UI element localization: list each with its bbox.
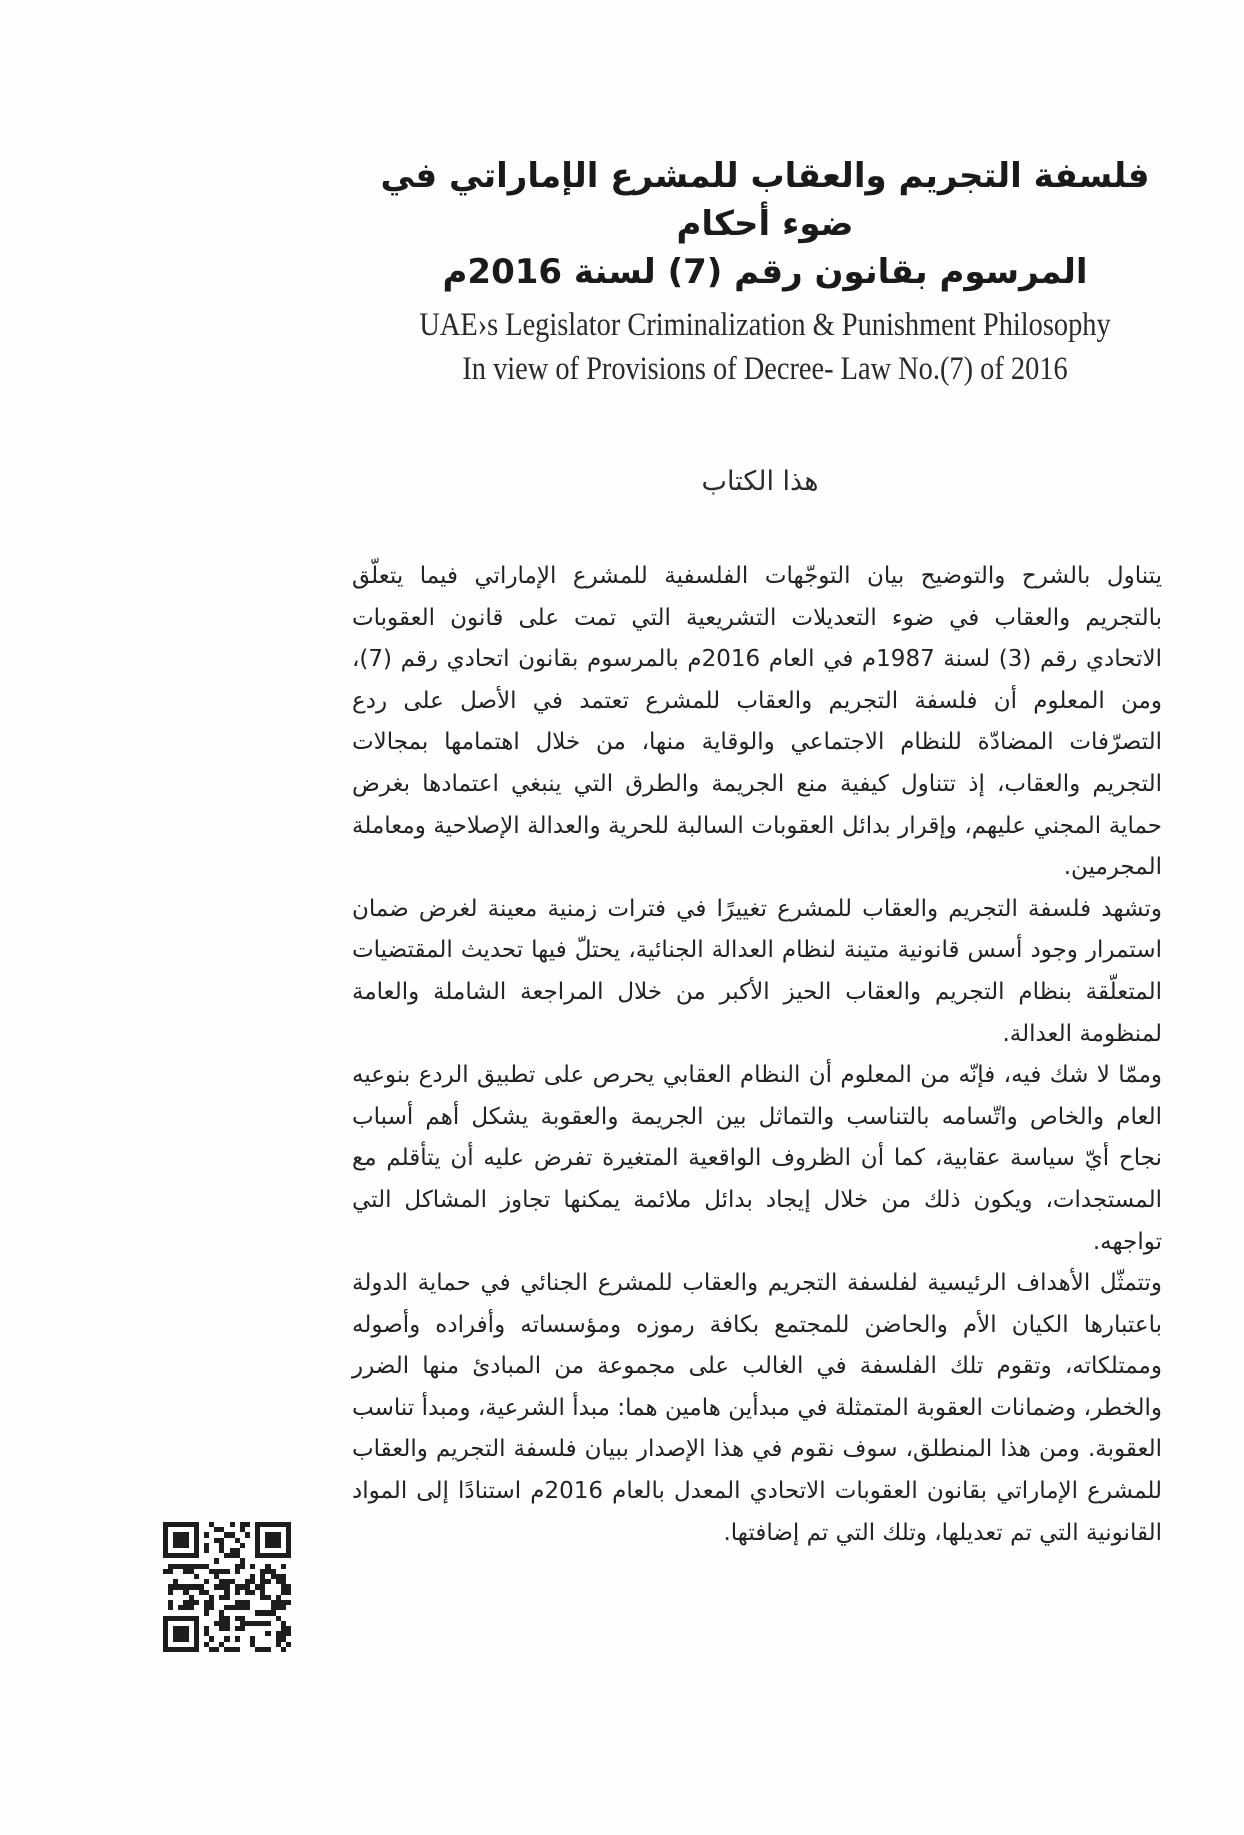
book-description: [352, 556, 1162, 1554]
arabic-title-line-2: المرسوم بقانون رقم (7) لسنة 2016م: [442, 252, 1088, 292]
paragraph-3: وممّا لا شك فيه، فإنّه من المعلوم أن النظام العقابي يحرص على تطبيق الردع بنوعيه العام والخاص واتّسامه بالتناسب والتماثل بين الجريمة والعقوبة يشكل أهم أسباب نجاح أيّ سياسة عقابية، كما أن الظروف الواقعية المتغيرة تفرض عليه أن يتأقلم مع المستجدات، ويكون ذلك من خلال إيجاد بدائل ملائمة يمكنها تجاوز المشاكل التي تواجهه.: [352, 1062, 1162, 1255]
paragraph-1: يتناول بالشرح والتوضيح بيان التوجّهات الفلسفية للمشرع الإماراتي فيما يتعلّق بالتجريم والعقاب في ضوء التعديلات التشريعية التي تمت على قانون العقوبات الاتحادي رقم (3) لسنة 1987م في العام 2016م بالمرسوم بقانون اتحادي رقم (7)، ومن المعلوم أن فلسفة التجريم والعقاب للمشرع تعتمد في الأصل على ردع التصرّفات المضادّة للنظام الاجتماعي والوقاية منها، من خلال اهتمامها بمجالات التجريم والعقاب، إذ تتناول كيفية منع الجريمة والطرق التي ينبغي اعتمادها بغرض حماية المجني عليهم، وإقرار بدائل العقوبات السالبة للحرية والعدالة الإصلاحية ومعاملة المجرمين.: [352, 563, 1162, 881]
english-title: [400, 303, 1131, 391]
qr-code-icon: [163, 1522, 291, 1652]
english-title-line-1: UAE›s Legislator Criminalization & Punishment Philosophy: [419, 307, 1111, 343]
paragraph-4: وتتمثّل الأهداف الرئيسية لفلسفة التجريم والعقاب للمشرع الجنائي في حماية الدولة باعتبارها الكيان الأم والحاضن للمجتمع بكافة رموزه ومؤسساته وأفراده وأصوله وممتلكاته، وتقوم تلك الفلسفة في الغالب على مجموعة من المبادئ منها الضرر والخطر، وضمانات العقوبة المتمثلة في مبدأين هامين هما: مبدأ الشرعية، ومبدأ تناسب العقوبة. ومن هذا المنطلق، سوف نقوم في هذا الإصدار ببيان فلسفة التجريم والعقاب للمشرع الإماراتي بقانون العقوبات الاتحادي المعدل بالعام 2016م استنادًا إلى المواد القانونية التي تم تعديلها، وتلك التي تم إضافتها.: [352, 1270, 1162, 1546]
arabic-title: [340, 152, 1190, 296]
english-title-line-2: In view of Provisions of Decree- Law No.(7) of 2016: [462, 351, 1068, 387]
arabic-title-line-1: فلسفة التجريم والعقاب للمشرع الإماراتي في ضوء أحكام: [380, 156, 1150, 244]
paragraph-2: وتشهد فلسفة التجريم والعقاب للمشرع تغييرًا في فترات زمنية معينة لغرض ضمان استمرار وجود أسس قانونية متينة لنظام العدالة الجنائية، يحتلّ فيها تحديث المقتضيات المتعلّقة بنظام التجريم والعقاب الحيز الأكبر من خلال المراجعة الشاملة والعامة لمنظومة العدالة.: [352, 895, 1162, 1047]
section-heading: هذا الكتاب: [701, 466, 819, 497]
